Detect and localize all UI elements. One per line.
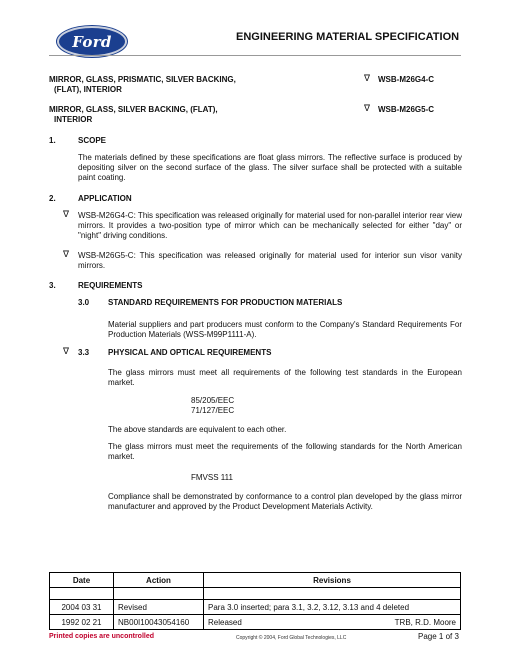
page-number: Page 1 of 3 (418, 632, 459, 641)
table-header-row (50, 573, 461, 588)
spec-code-2: WSB-M26G5-C (378, 105, 435, 114)
column-header-action: Action (114, 573, 204, 588)
section-heading-application: APPLICATION (78, 194, 132, 203)
change-marker-icon: ∇ (63, 210, 70, 220)
spec-code-1: WSB-M26G4-C (378, 75, 435, 84)
revision-author: TRB, R.D. Moore (394, 617, 456, 627)
spec-title-1: MIRROR, GLASS, PRISMATIC, SILVER BACKING, (FLAT), INTERIOR (49, 75, 236, 94)
table-row-empty (50, 588, 461, 600)
section-number: 1. (49, 136, 56, 145)
revision-action: NB00I10043054160 (114, 615, 204, 630)
paragraph-european-market: The glass mirrors must meet all requirements of the following test standards in the European market. (108, 368, 462, 387)
paragraph-north-american-market: The glass mirrors must meet the requirements of the following standards for the North American market. (108, 442, 462, 461)
subsection-number: 3.3 (78, 348, 90, 357)
subsection-number: 3.0 (78, 298, 90, 307)
revision-description: Para 3.0 inserted; para 3.1, 3.2, 3.12, 3.13 and 4 deleted (204, 600, 461, 615)
table-row (50, 600, 461, 615)
subsection-heading-3-0: STANDARD REQUIREMENTS FOR PRODUCTION MATERIALS (108, 298, 343, 307)
revision-date: 1992 02 21 (50, 615, 114, 630)
change-marker-icon: ∇ (364, 74, 371, 84)
revision-date: 2004 03 31 (50, 600, 114, 615)
ford-logo (57, 26, 127, 57)
change-marker-icon: ∇ (63, 250, 70, 260)
revision-description: Released (208, 617, 242, 627)
section-number: 3. (49, 281, 56, 290)
section-number: 2. (49, 194, 56, 203)
column-header-revisions: Revisions (204, 573, 461, 588)
standard-71-127-eec: 71/127/EEC (191, 406, 235, 415)
table-row (50, 615, 461, 630)
copyright-notice: Copyright © 2004, Ford Global Technologies, LLC (236, 635, 347, 641)
logo-text: Ford (72, 32, 112, 51)
application-item-1: WSB-M26G4-C: This specification was released originally for material used for non-parallel interior rear view mirrors. It provides a two-position type of mirror which can be mechanically selected for either "day" or "night" driving conditions. (78, 211, 462, 240)
standard-85-205-eec: 85/205/EEC (191, 396, 235, 405)
revisions-table (49, 572, 461, 630)
paragraph-equivalent: The above standards are equivalent to each other. (108, 425, 287, 434)
subsection-heading-3-3: PHYSICAL AND OPTICAL REQUIREMENTS (108, 348, 272, 357)
paragraph-compliance: Compliance shall be demonstrated by conformance to a control plan developed by the glass mirror manufacturer and approved by the Product Development Materials Activity. (108, 492, 462, 511)
subsection-3-0-text: Material suppliers and part producers must conform to the Company's Standard Requirements For Production Materials (WSS-M99P1111-A). (108, 320, 462, 339)
header-divider (49, 55, 461, 56)
revision-action: Revised (114, 600, 204, 615)
scope-text: The materials defined by these specifications are float glass mirrors. The reflective surface is produced by depositing silver on the second surface of the glass. The silver surface shall be protected with a suitable paint coating. (78, 153, 462, 182)
change-marker-icon: ∇ (63, 347, 70, 357)
uncontrolled-copies-notice: Printed copies are uncontrolled (49, 633, 155, 640)
revision-description-cell (204, 615, 461, 630)
change-marker-icon: ∇ (364, 104, 371, 114)
document-title: ENGINEERING MATERIAL SPECIFICATION (236, 31, 460, 43)
section-heading-requirements: REQUIREMENTS (78, 281, 143, 290)
application-item-2: WSB-M26G5-C: This specification was released originally for material used for interior sun visor vanity mirrors. (78, 251, 462, 270)
column-header-date: Date (50, 573, 114, 588)
spec-title-2: MIRROR, GLASS, SILVER BACKING, (FLAT), INTERIOR (49, 105, 218, 124)
section-heading-scope: SCOPE (78, 136, 107, 145)
standard-fmvss-111: FMVSS 111 (191, 473, 233, 482)
